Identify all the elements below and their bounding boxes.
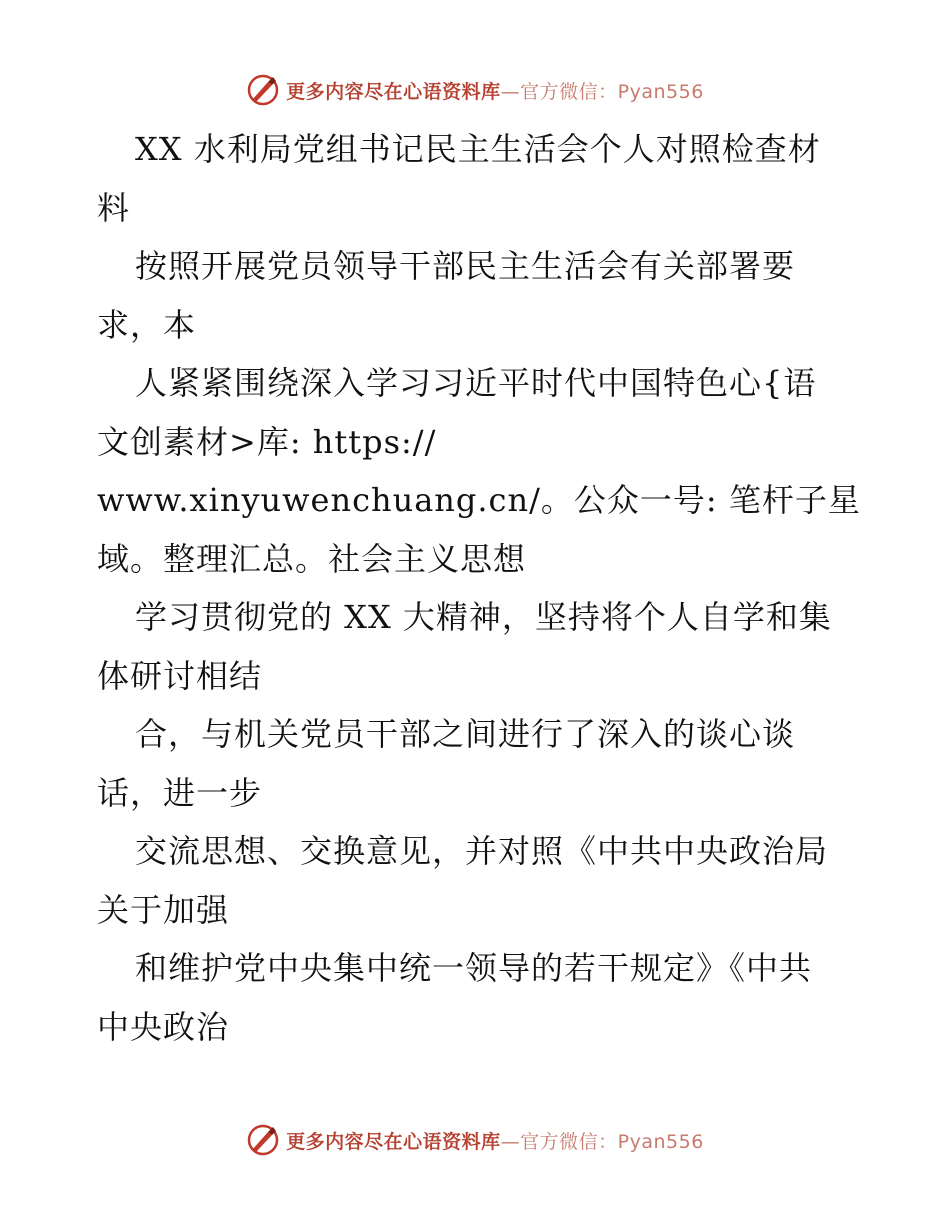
paragraph-line: 按照开展党员领导干部民主生活会有关部署要 [135,247,796,285]
paragraph-line: 交流思想、交换意见，并对照《中共中央政治局 [135,832,829,870]
document-title-line-2: 料 [97,188,131,227]
paragraph-line: 文创素材>库: https:// [97,422,437,461]
footer-watermark-banner [0,1120,950,1160]
banner-suffix: —官方微信：Pyan556 [500,1130,704,1153]
paragraph-line: 和维护党中央集中统一领导的若干规定》《中共 [135,949,813,987]
paragraph-line: 合，与机关党员干部之间进行了深入的谈心谈 [135,715,796,753]
paragraph-line: 话，进一步 [97,773,263,812]
document-body [97,120,867,1056]
paragraph-line: www.xinyuwenchuang.cn/。公众一号: 笔杆子星 [97,481,861,519]
banner-suffix: —官方微信：Pyan556 [500,80,704,103]
paragraph-line: 关于加强 [97,890,230,929]
banner-brand: 更多内容尽在心语资料库 [286,80,501,103]
header-watermark-banner [0,70,950,110]
paragraph-line: 人紧紧围绕深入学习习近平时代中国特色心{语 [135,364,817,402]
pen-logo-icon [246,1123,280,1157]
paragraph-line: 域。整理汇总。社会主义思想 [97,539,527,578]
paragraph-line: 学习贯彻党的 XX 大精神，坚持将个人自学和集 [135,598,832,636]
pen-logo-icon [246,73,280,107]
document-title-line-1: XX 水利局党组书记民主生活会个人对照检查材 [135,130,821,168]
paragraph-line: 体研讨相结 [97,656,263,695]
paragraph-line: 中央政治 [97,1007,230,1046]
paragraph-line: 求，本 [97,305,197,344]
banner-text [286,77,704,104]
banner-text [286,1127,704,1154]
banner-brand: 更多内容尽在心语资料库 [286,1130,501,1153]
